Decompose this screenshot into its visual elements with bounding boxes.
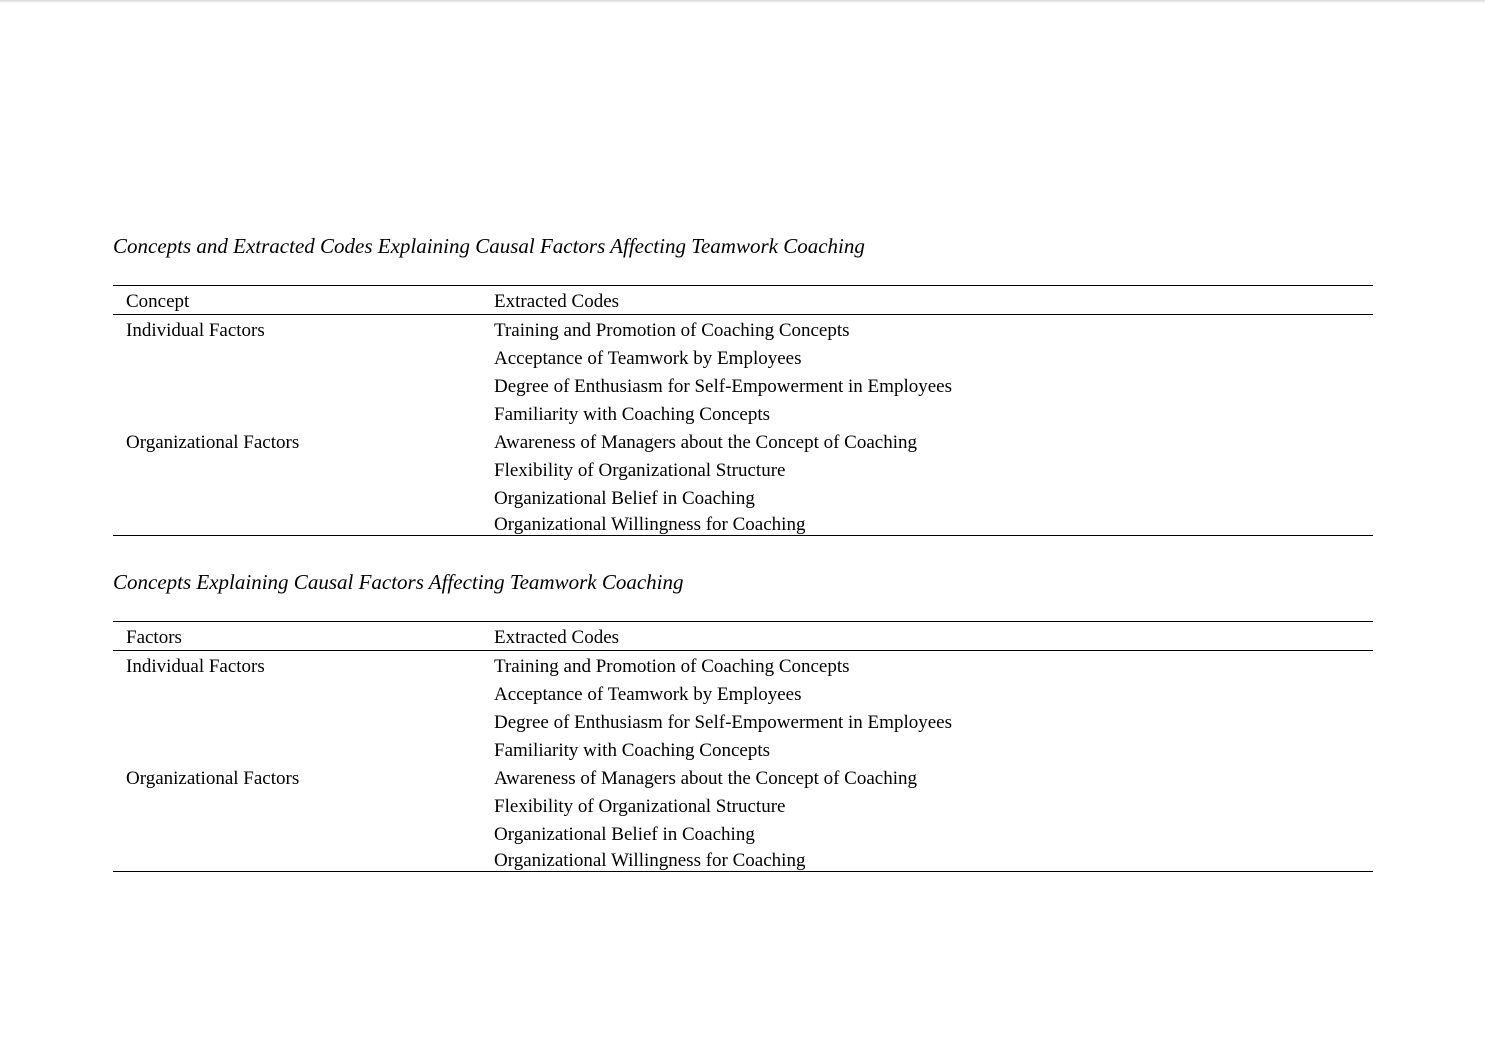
- code-cell: Organizational Willingness for Coaching: [494, 850, 806, 871]
- code-cell: Awareness of Managers about the Concept of Coaching: [494, 768, 917, 789]
- column-header-factor: Concept: [126, 291, 190, 312]
- table-row: [113, 707, 1373, 735]
- column-header-factor: Factors: [126, 627, 182, 648]
- factor-cell: Individual Factors: [126, 320, 265, 341]
- code-cell: Degree of Enthusiasm for Self-Empowerment in Employees: [494, 376, 952, 397]
- factor-cell: Individual Factors: [126, 656, 265, 677]
- table-row: [113, 791, 1373, 819]
- table-block-1: [113, 234, 1373, 535]
- code-cell: Acceptance of Teamwork by Employees: [494, 684, 802, 705]
- table-row: [113, 847, 1373, 871]
- code-cell: Organizational Belief in Coaching: [494, 488, 755, 509]
- table-row: [113, 483, 1373, 511]
- code-cell: Awareness of Managers about the Concept of Coaching: [494, 432, 917, 453]
- table-block-2: [113, 570, 1373, 871]
- table-row: [113, 679, 1373, 707]
- code-cell: Organizational Belief in Coaching: [494, 824, 755, 845]
- code-cell: Flexibility of Organizational Structure: [494, 460, 786, 481]
- table-caption: Concepts and Extracted Codes Explaining Causal Factors Affecting Teamwork Coaching: [113, 234, 865, 258]
- table-row: [113, 735, 1373, 763]
- data-table: [113, 621, 1373, 872]
- table-header-row: [113, 622, 1373, 651]
- page-top-edge: [0, 0, 1485, 3]
- table-row: [113, 315, 1373, 343]
- code-cell: Familiarity with Coaching Concepts: [494, 404, 770, 425]
- code-cell: Training and Promotion of Coaching Concepts: [494, 320, 850, 341]
- table-row: [113, 455, 1373, 483]
- code-cell: Degree of Enthusiasm for Self-Empowerment in Employees: [494, 712, 952, 733]
- table-header-row: [113, 286, 1373, 315]
- column-header-codes: Extracted Codes: [494, 627, 620, 648]
- table-caption: Concepts Explaining Causal Factors Affecting Teamwork Coaching: [113, 570, 684, 594]
- column-header-codes: Extracted Codes: [494, 291, 620, 312]
- table-row: [113, 399, 1373, 427]
- table-row: [113, 651, 1373, 679]
- table-row: [113, 343, 1373, 371]
- factor-cell: Organizational Factors: [126, 768, 300, 789]
- table-row: [113, 371, 1373, 399]
- table-row: [113, 763, 1373, 791]
- code-cell: Familiarity with Coaching Concepts: [494, 740, 770, 761]
- code-cell: Training and Promotion of Coaching Concepts: [494, 656, 850, 677]
- factor-cell: Organizational Factors: [126, 432, 300, 453]
- code-cell: Organizational Willingness for Coaching: [494, 514, 806, 535]
- code-cell: Acceptance of Teamwork by Employees: [494, 348, 802, 369]
- code-cell: Flexibility of Organizational Structure: [494, 796, 786, 817]
- table-row: [113, 427, 1373, 455]
- table-row: [113, 819, 1373, 847]
- data-table: [113, 285, 1373, 536]
- table-row: [113, 511, 1373, 535]
